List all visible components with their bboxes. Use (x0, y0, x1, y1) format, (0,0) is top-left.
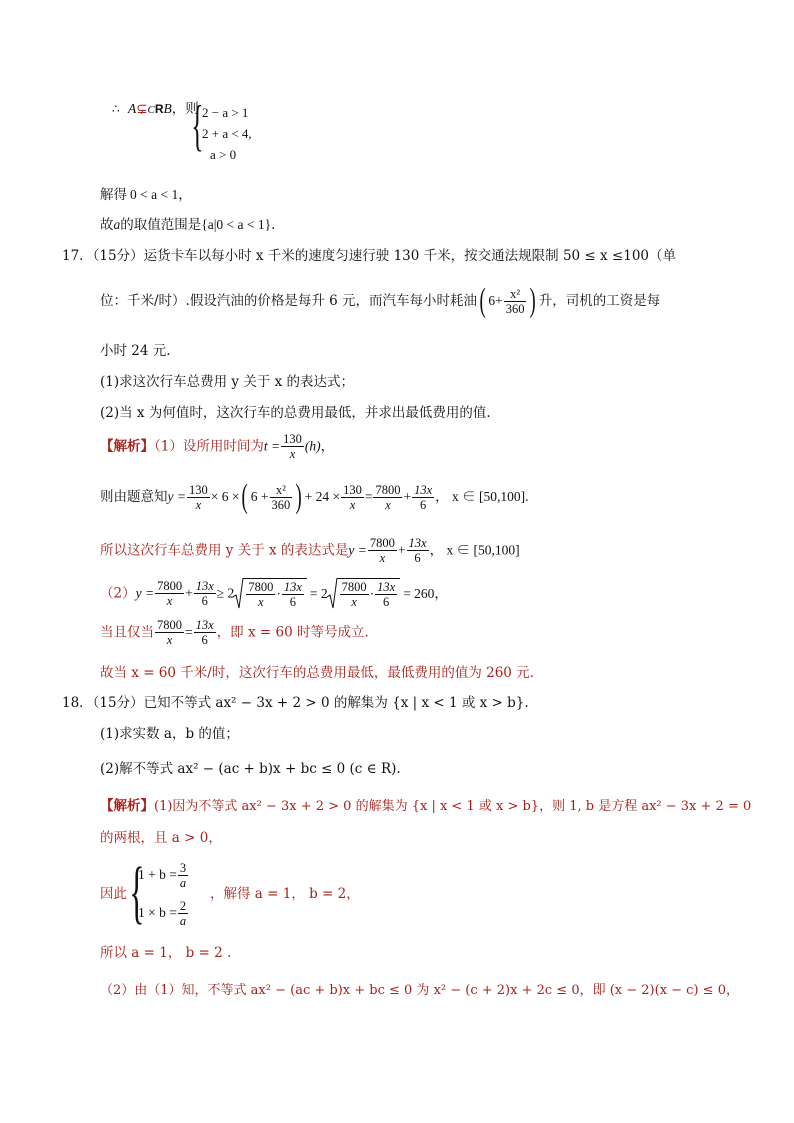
q17-step4-ge: ≥ 2 (216, 585, 235, 601)
sqrt2-dot: · (369, 586, 375, 602)
q17-step2-frac3 (341, 483, 364, 512)
sqrt-1-content (243, 578, 307, 609)
q17-step2-d5: 6 (420, 497, 427, 512)
q17-step2-y: y = (167, 489, 186, 504)
q17-step5-frac2 (194, 618, 216, 647)
q18-row1-frac (178, 861, 188, 890)
q17-solution-step2 (100, 480, 529, 520)
sqrt1-frac-b (282, 580, 304, 609)
q17-part2: (2)当 x 为何值时，这次行车的总费用最低，并求出最低费用的值. (100, 405, 491, 421)
q17-step3-d1: x (379, 551, 386, 565)
q17-step2-n4: 7800 (375, 482, 401, 497)
q17-step2-n1: 130 (188, 482, 208, 497)
fuel-const: 6 (488, 293, 496, 308)
radical-sign-icon (327, 577, 338, 609)
sqrt1-d1: x (258, 595, 264, 609)
q17-stem-line2 (100, 284, 660, 324)
q17-step2-frac2 (270, 483, 293, 512)
q17-step3-frac2 (407, 536, 429, 565)
sqrt1-n2: 13x (283, 580, 302, 594)
solve-expr: 0 < a < 1 (130, 187, 179, 202)
q17-step4-result: = 260， (403, 585, 448, 601)
q18-part2: (2)解不等式 ax² − (ac + b)x + bc ≤ 0 (c ∈ R). (100, 761, 401, 777)
q17-line2-text-b: 升，司机的工资是每 (538, 293, 661, 309)
sqrt-1 (243, 578, 307, 609)
q17-part1: (1)求这次行车总费用 y 关于 x 的表达式； (100, 374, 355, 390)
q18-row2-num: 2 (179, 898, 187, 913)
q17-solution-step4 (100, 578, 448, 614)
q17-step4-frac2 (194, 579, 216, 608)
q18-solution-step5: （2）由（1）知，不等式 ax² − (ac + b)x + bc ≤ 0 为 x² − (c + 2)x + 2c ≤ 0，即 (x − 2)(x − c) ≤ 0， (100, 983, 739, 998)
q18-step3-pre: 因此 (100, 886, 127, 902)
q17-step2-eq: = (364, 489, 373, 504)
q17-step2-pre: 则由题意知 (100, 489, 168, 505)
conclusion-prefix: 故 (100, 217, 114, 233)
q18-row1-den: a (179, 875, 187, 890)
condition-row-1: 2 − a > 1 (202, 105, 249, 120)
sqrt2-frac-b (375, 580, 397, 609)
q17-step4-eq: = 2 (309, 585, 328, 601)
q18-row1-pre: 1 + b = (138, 867, 177, 882)
q17-step1-t: t = (263, 438, 281, 454)
q17-step1-end: ， (320, 438, 335, 455)
q17-solution-step6: 故当 x = 60 千米/时，这次行车的总费用最低，最低费用的值为 260 元. (100, 665, 534, 681)
q17-step3-domain: ， x ∈ [50,100] (429, 542, 520, 558)
q17-step4-d1: x (166, 594, 173, 608)
q17-step2-d4: x (385, 497, 391, 512)
sqrt2-n1: 7800 (341, 580, 367, 594)
q17-solution-step5 (100, 618, 369, 654)
q17-step5-d2: 6 (201, 633, 208, 647)
set-a-label: A (127, 101, 137, 116)
solve-suffix: ， (178, 187, 192, 203)
q17-step4-d2: 6 (201, 594, 208, 608)
fuel-fraction (504, 287, 527, 316)
q17-step3-pre: 所以这次行车总费用 y 关于 x 的表达式是 (100, 542, 349, 559)
r-subscript: R (154, 102, 164, 116)
q17-step4-n1: 7800 (157, 579, 183, 593)
q17-step2-frac1 (187, 483, 210, 512)
q18-left-brace: { (129, 854, 145, 931)
q17-step2-close: ) (295, 478, 303, 515)
solve-prefix: 解得 (100, 187, 127, 203)
q17-step2-n2: x² (270, 483, 293, 498)
set-b-label: B (163, 101, 172, 116)
q17-step5-n1: 7800 (157, 618, 182, 632)
condition-row-2: 2 + a < 4, (202, 126, 252, 141)
q18-jiexi-tag: 【解析】 (100, 798, 154, 814)
left-brace: { (191, 95, 204, 157)
q17-stem-line1: 17．（15分）运货卡车以每小时 x 千米的速度匀速行驶 130 千米，按交通法规限制 50 ≤ x ≤100（单 (62, 248, 676, 264)
q17-step3-n1: 7800 (369, 536, 395, 550)
q18-solution-step4: 所以 a = 1， b = 2 . (100, 945, 232, 961)
q17-step2-d1: x (195, 497, 202, 512)
q17-step2-d2: 360 (271, 497, 291, 512)
q17-step5-frac1 (155, 618, 184, 647)
sqrt1-n1: 7800 (248, 580, 274, 594)
sqrt2-d2: 6 (383, 595, 390, 609)
q17-jiexi-tag: 【解析】 (100, 438, 154, 455)
then-text: ，则 (171, 101, 199, 117)
q17-time-den: x (289, 447, 296, 461)
conclusion-line (100, 216, 275, 234)
q18-step3-post: ，解得 a = 1， b = 2， (210, 886, 360, 902)
q18-solution-step1 (100, 797, 751, 816)
q17-line2-text-a: 位：千米/时）.假设汽油的价格是每升 6 元，而汽车每小时耗油 (100, 293, 478, 309)
fuel-denominator: 360 (505, 301, 525, 316)
q17-step1-unit: (h) (304, 438, 321, 454)
q18-row2-pre: 1 × b = (138, 905, 177, 920)
q17-step2-open: ( (242, 478, 249, 515)
q17-step5-d1: x (166, 633, 173, 647)
q17-step2-mid1: × 6 × (210, 489, 240, 504)
solve-line (100, 186, 192, 204)
q18-row2-frac (178, 899, 188, 928)
q17-step2-mid2: + 24 × (304, 489, 341, 504)
q17-step5-eq: = (185, 624, 193, 640)
sqrt1-frac-a (246, 580, 275, 609)
q17-step2-n5: 13x (414, 482, 433, 497)
q17-step3-plus: + (397, 542, 406, 558)
q17-time-num: 130 (283, 432, 302, 446)
condition-rows (202, 102, 252, 165)
subset-symbol: ⊊ (136, 101, 148, 116)
conclusion-set: {a|0 < a < 1} (201, 217, 272, 232)
sqrt1-dot: · (276, 586, 281, 602)
therefore-symbol: ∴ (112, 102, 120, 116)
q17-step3-d2: 6 (414, 551, 421, 565)
fuel-numerator: x² (504, 287, 527, 302)
q17-step3-frac1 (368, 536, 397, 565)
conclusion-a: a (113, 217, 121, 232)
q17-step5-n2: 13x (195, 618, 214, 632)
sqrt2-d1: x (351, 595, 357, 609)
q17-step5-post: ，即 x = 60 时等号成立. (216, 624, 369, 641)
q17-step3-n2: 13x (408, 536, 427, 550)
q17-step2-d3: x (349, 497, 356, 512)
set-relation-line (112, 100, 199, 170)
q17-stem-line3: 小时 24 元. (100, 343, 171, 359)
q17-solution-step3 (100, 536, 520, 572)
q17-step4-pre: （2） (100, 585, 136, 602)
complement-symbol: C (147, 104, 155, 116)
q18-solution-step2: 的两根，且 a > 0， (100, 830, 222, 846)
q18-part1: (1)求实数 a，b 的值； (100, 726, 239, 742)
q17-step2-frac5 (412, 483, 434, 512)
q17-step2-six: 6 + (250, 489, 269, 504)
sqrt-2-content (337, 578, 401, 609)
sqrt-2 (337, 578, 401, 609)
q17-step4-n2: 13x (195, 579, 214, 593)
q17-step4-y: y = (135, 585, 155, 601)
q17-solution-step1 (100, 432, 334, 468)
q18-row2-den: a (179, 913, 187, 928)
q17-step3-y: y = (348, 542, 367, 558)
sqrt2-frac-a (340, 580, 369, 609)
q17-time-fraction (281, 432, 304, 461)
close-paren: ) (530, 282, 537, 319)
conclusion-mid: 的取值范围是 (120, 217, 202, 233)
q18-system-row-2 (138, 894, 189, 932)
q18-stem: 18．（15分）已知不等式 ax² − 3x + 2 > 0 的解集为 {x | x < 1 或 x > b}. (62, 695, 529, 711)
q17-step2-n3: 130 (343, 482, 362, 497)
sqrt2-n2: 13x (377, 580, 396, 594)
q17-step2-frac4 (373, 483, 402, 512)
q18-system-row-1 (138, 856, 189, 894)
conclusion-end: . (271, 217, 276, 233)
q17-step2-plus: + (403, 489, 412, 504)
q18-system-rows (138, 856, 189, 932)
q18-step1-text: (1)因为不等式 ax² − 3x + 2 > 0 的解集为 {x | x < 1 或 x > b}，则 1, b 是方程 ax² − 3x + 2 = 0 (154, 799, 752, 814)
q18-row1-num: 3 (179, 860, 187, 875)
radical-sign-icon (233, 577, 244, 609)
fuel-plus: + (495, 293, 503, 308)
q17-step2-domain: ， x ∈ [50,100]. (435, 489, 529, 504)
q17-step1-pre: （1）设所用时间为 (154, 438, 264, 455)
condition-row-3: a > 0 (210, 147, 237, 162)
sqrt1-d2: 6 (289, 595, 296, 609)
q17-step4-plus: + (185, 585, 193, 601)
q17-step4-frac1 (155, 579, 184, 608)
open-paren: ( (479, 282, 486, 319)
q17-step5-pre: 当且仅当 (100, 624, 154, 641)
